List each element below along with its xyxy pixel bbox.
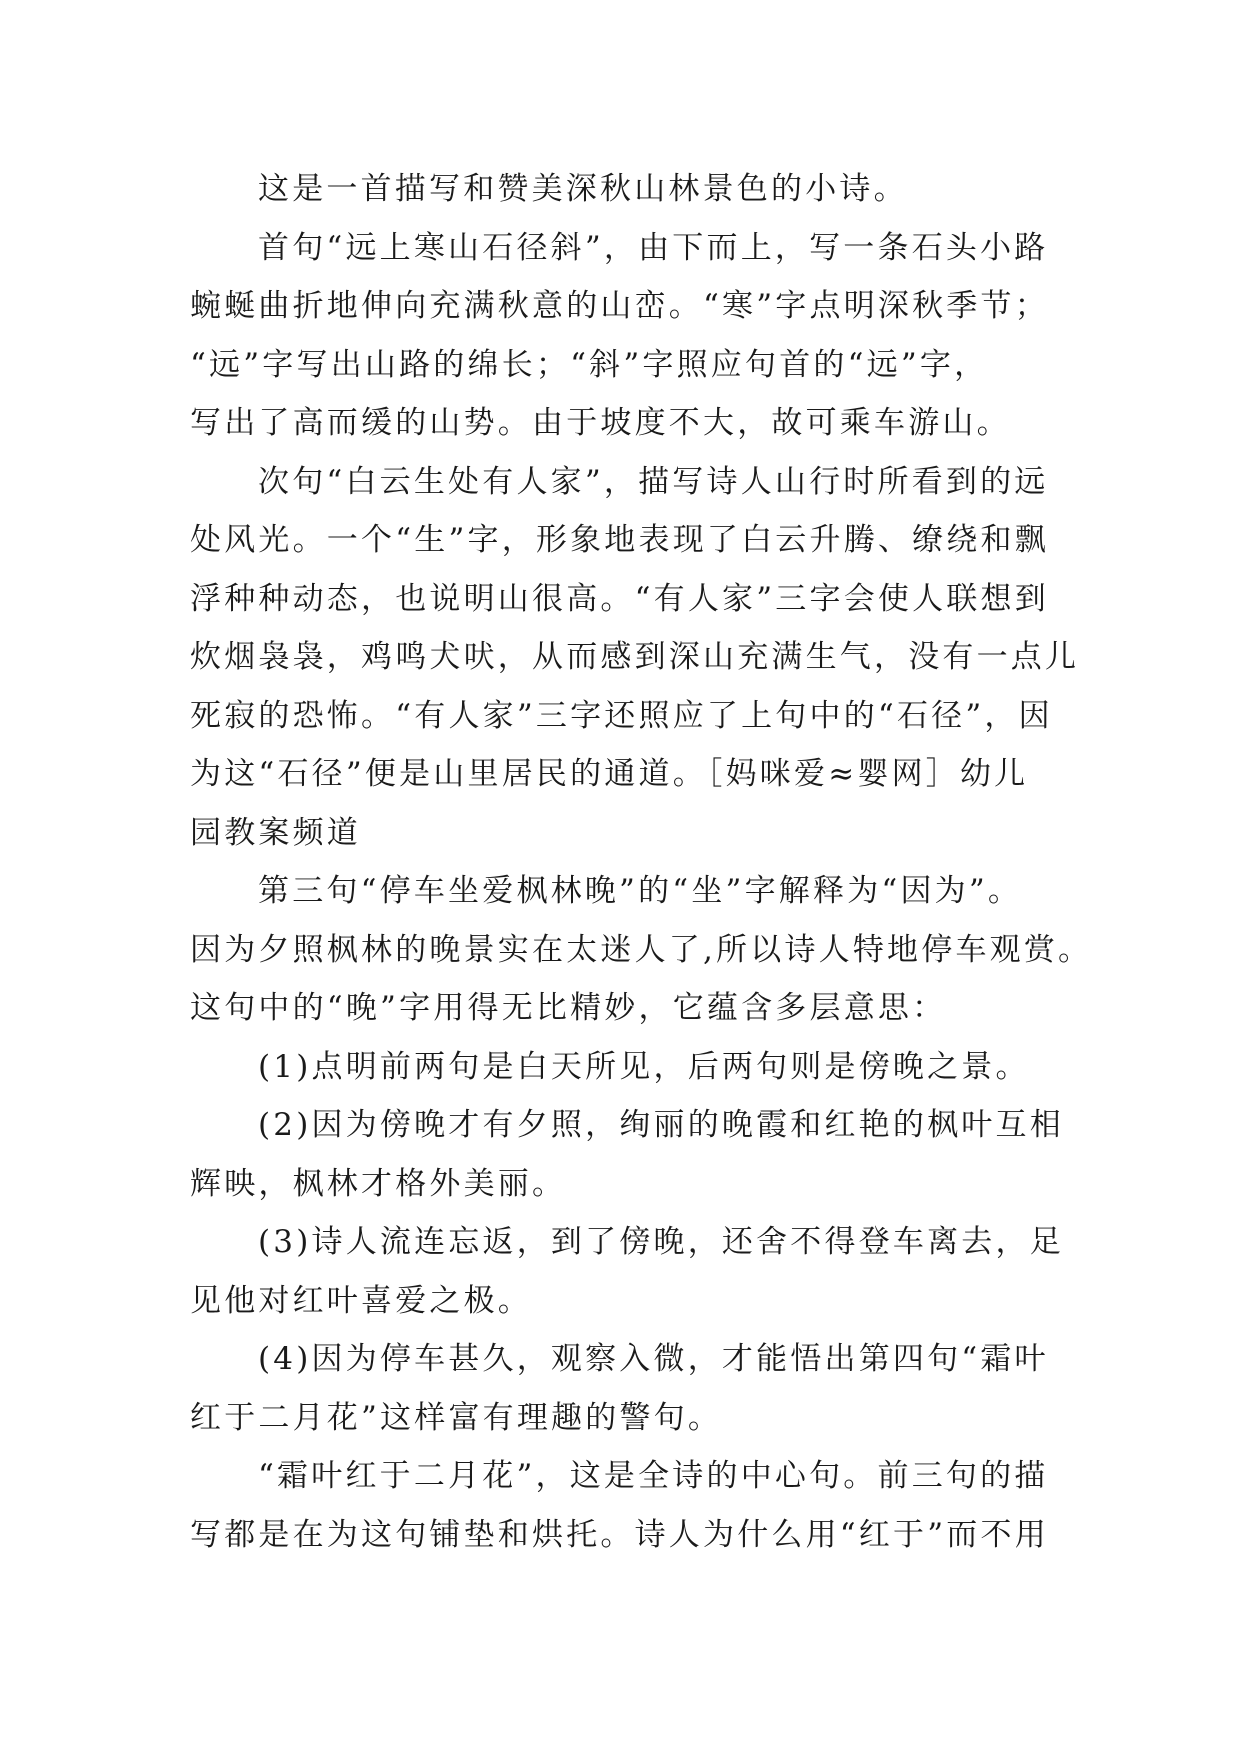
text-line: 写出了高而缓的山势。由于坡度不大，故可乘车游山。 — [190, 405, 1011, 441]
text-line: 园教案频道 — [190, 814, 361, 851]
text-line: 死寂的恐怖。“有人家”三字还照应了上句中的“石径”，因 — [190, 697, 1053, 734]
text-line: 浮种种动态，也说明山很高。“有人家”三字会使人联想到 — [190, 580, 1049, 617]
text-line: 因为夕照枫林的晚景实在太迷人了,所以诗人特地停车观赏。 — [190, 931, 1093, 968]
text-line: 为这“石径”便是山里居民的通道。［妈咪爱≈婴网］幼儿 — [190, 756, 1029, 792]
document-body — [190, 160, 1093, 1564]
text-line: 见他对红叶喜爱之极。 — [190, 1282, 532, 1319]
text-line: (1)点明前两句是白天所见，后两句则是傍晚之景。 — [258, 1048, 1030, 1085]
text-line: 这是一首描写和赞美深秋山林景色的小诗。 — [258, 171, 908, 207]
text-line: 处风光。一个“生”字，形象地表现了白云升腾、缭绕和飘 — [190, 522, 1049, 558]
text-line: 这句中的“晚”字用得无比精妙，它蕴含多层意思： — [190, 990, 947, 1026]
text-line: 首句“远上寒山石径斜”，由下而上，写一条石头小路 — [258, 229, 1049, 266]
text-line: “霜叶红于二月花”，这是全诗的中心句。前三句的描 — [258, 1458, 1049, 1494]
text-line: 炊烟袅袅，鸡鸣犬吠，从而感到深山充满生气，没有一点儿 — [190, 639, 1080, 675]
text-line: 辉映，枫林才格外美丽。 — [190, 1165, 567, 1202]
text-line: 蜿蜒曲折地伸向充满秋意的山峦。“寒”字点明深秋季节； — [190, 288, 1049, 324]
text-line: 次句“白云生处有人家”，描写诗人山行时所看到的远 — [258, 463, 1049, 500]
text-line: 写都是在为这句铺垫和烘托。诗人为什么用“红于”而不用 — [190, 1516, 1049, 1553]
text-line: (3)诗人流连忘返，到了傍晚，还舍不得登车离去，足 — [258, 1224, 1064, 1260]
text-line: 红于二月花”这样富有理趣的警句。 — [190, 1399, 723, 1436]
text-line: (4)因为停车甚久，观察入微，才能悟出第四句“霜叶 — [258, 1341, 1049, 1377]
text-line: (2)因为傍晚才有夕照，绚丽的晚霞和红艳的枫叶互相 — [258, 1107, 1064, 1143]
text-line: “远”字写出山路的绵长；“斜”字照应句首的“远”字， — [190, 346, 989, 383]
text-line: 第三句“停车坐爱枫林晚”的“坐”字解释为“因为”。 — [258, 873, 1023, 909]
